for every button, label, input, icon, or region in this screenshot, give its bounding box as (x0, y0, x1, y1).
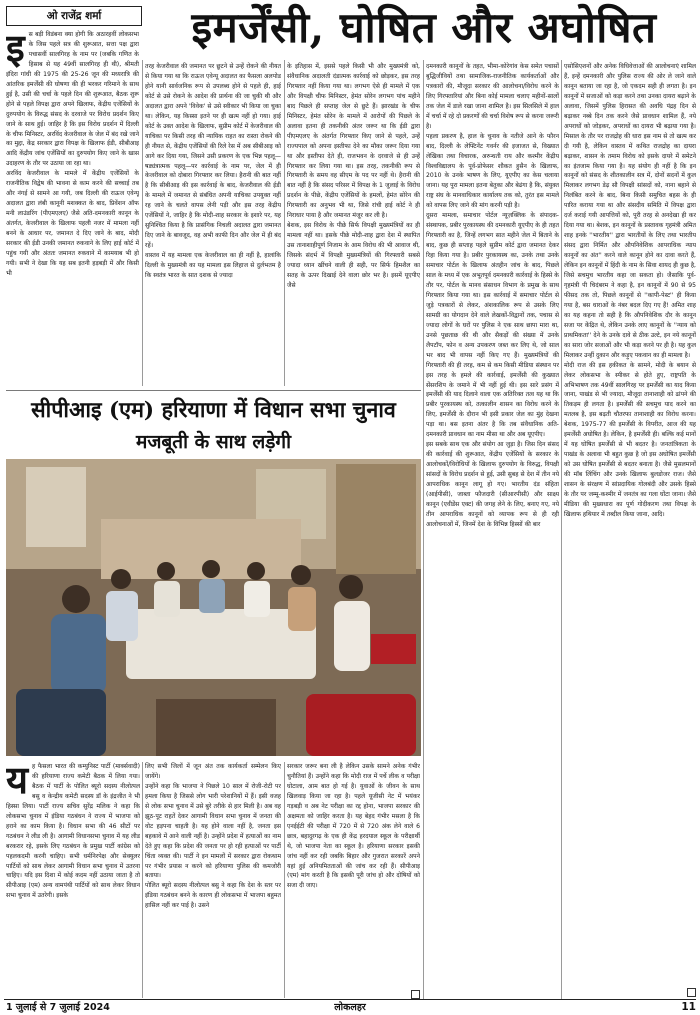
divider (423, 60, 424, 1000)
meeting-photo (6, 459, 421, 756)
col4-text: दमनकारी कानूनों के तहत, भीमा-कोरेगांव केस समेत पचासों बुद्धिजीवियों तथा सामाजिक-राजनीतिक कार्यकर्ताओं और पत्रकारों की, मौजूदा सरकार की आलोचना/विरोध करने के लिए गिरफ्तारियां और बिना कोई मामला चलाए महीनों-सालों तक जेल में डाले रखा जाना शामिल है। इस सिलसिले में हाल में चर्चा में रहे दो प्रकरणों की चर्चा विशेष रूप से करना जरूरी है। पहला प्रकरण है, हाल के चुनाव के नतीजे आने के फौरन बाद, दिल्ली के लेफ्टिनेंट गवर्नर की इजाजत से, विख्यात लेखिका तथा विचारक, अरुन्धती राय और कश्मीर केंद्रीय विश्वविद्यालय के पूर्व-प्रोफेसर शौकत हुसैन के खिलाफ, 2010 के उनके भाषण के लिए, यूएपीए का केस चलाया जाना। यह पूरा मामला इतना बेतुका और बेढंगा है कि, संयुक्त राष्ट्र संघ के मानवाधिकार कार्यालय तक को, तुरंत इस मामले को वापस लिए जाने की मांग करनी पड़ी है। दूसरा मामला, समाचार पोर्टल न्यूज़क्लिक के संपादक-संस्थापक, प्रबीर पुरकायस्थ की दमनकारी यूएपीए के ही तहत गिरफ्तारी का है, जिन्हें लगभग सात महीने जेल में बिताने के बाद, कुछ ही सप्ताह पहले सुप्रीम कोर्ट द्वारा जमानत देकर रिहा किया गया है। प्रबीर पुरकायस्थ का, उनके तथा उनके समाचार पोर्टल के खिलाफ अंतहीन जांच के बाद, पिछले साल के मध्य में एक अभूतपूर्व दमनकारी कार्रवाई के हिस्से के तौर पर, पोर्टल के मानव संसाधन विभाग के प्रमुख के साथ गिरफ्तार किया गया था। इस कार्रवाई में समाचार पोर्टल से जुड़े पत्रकारों से लेकर, अंशकालिक रूप से उसके लिए सामग्री का योगदान देने वाले लेखकों-विद्वानों तक, पचास से ज्यादा लोगों के घरों पर पुलिस ने एक साथ छापा मारा था, उनसे पूछताछ की थी और सैकड़ों की संख्या में उनके लैपटॉप, फोन व अन्य उपकरण जब्त कर लिए थे, जो साल भर बाद भी वापस नहीं किए गए हैं। मुख्यमंत्रियों की गिरफ्तारी की ही तरह, कम से कम किसी मीडिया संस्थान पर इस तरह के हमले की कार्रवाई, इमर्जेंसी की कुख्यात सेंसरशिप के जमाने में भी नहीं हुई थी। इस सारे प्रसंग में इमर्जेंसी की याद दिलाने वाला एक अतिरिक्त तत्व यह था कि प्रबीर पुरकायस्थ को, तत्कालीन शासन का विरोध करने के लिए, इमर्जेंसी के दौरान भी इसी प्रकार जेल का मुंह देखना पड़ा था। बस इतना अंतर है कि तब संवैधानिक अति-दमनकारी प्रावधान का नाम मीसा था और अब यूएपीए। इस सबके साथ एक और संयोग आ जुड़ा है। जिस दिन संसद की कार्रवाई की शुरूआत, केंद्रीय एजेंसियों के सरकार के आलोचकों/विरोधियों के खिलाफ दुरुपयोग के विरुद्ध, विपक्षी सांसदों के विरोध प्रदर्शन से हुई, उसी सुबह से देश में तीन नये आपराधिक कानून लागू हो गए। भारतीय दंड संहिता (आईपीसी), जाब्ता फौजदारी (सीआरपीसी) और साक्ष्य कानून (एवीडेंस एक्ट) की जगह लेने के लिए, बनाए गए, नये तीन आपराधिक कानूनों को व्यापक रूप से ही रही आलोचनाओं में, जिनमें देश के विभिन्न हिस्सों की बार (426, 63, 559, 528)
divider (561, 60, 562, 1000)
divider (142, 60, 143, 386)
section-divider (6, 390, 421, 391)
end-mark-icon (687, 988, 696, 997)
top-col2-text: तरह केजरीवाल की जमानत पर छूटने से उन्हें रोकने की नीयत से किया गया था कि राऊज एवेन्यू अदालत का फैसला अलपोड होने यानी सार्वजनिक रूप से उपलब्ध होने से पहले ही, हाई कोर्ट से उसे रोकने के आदेश की प्रार्थना की जा चुकी थी और अदालत द्वारा अपने 'विवेक' से उसे स्वीकार भी किया जा चुका था। लेकिन, यह किस्सा इतने पर ही खत्म नहीं हो गया। हाई कोर्ट के उक्त आदेश के खिलाफ, सुप्रीम कोर्ट में केजरीवाल की याचिका पर किसी तरह की न्यायिक राहत का रास्ता रोकने की ही नीयत से, केंद्रीय एजेंसियों की रिले रेस में अब सीबीआइ को आगे कर दिया गया, जिसने उसी प्रकरण के एक भिन्न पहलू—षड्यंत्रात्मक पहलू—पर कार्रवाई के नाम पर, जेल में ही केजरीवाल को दोबारा गिरफ्तार कर लिया। हैरानी की बात नहीं है कि सीबीआइ की इस कार्रवाई के बाद, केजरीवाल की ईडी के मामले में जमानत से संबंधित अपनी याचिका उपयुक्त नहीं रह जाने के चलते वापस लेनी पड़ी और इस तरह केंद्रीय एजेंसियों ने, जाहिर है कि मोदी-शाह सरकार के इशारे पर, यह सुनिश्चित किया है कि प्रासंगिक निचली अदालत द्वारा जमानत दिए जाने के बावजूद, वह अभी काफी दिन और जेल में ही बंद रहें। वास्तव में यह मामला एक केजरीवाल का ही नहीं है, हालांकि दिल्ली के मुख्यमंत्री का यह मामला इस लिहाज से दुर्लभतम है कि स्वतंत्र भारत के सात दशक से ज्यादा (145, 63, 281, 280)
col5-text: एसोसिएशनों और अनेक विधिवेत्ताओं की आलोचनाएं शामिल हैं, इन्हें दमनकारी और पुलिस राज्य की ओर ले जाने वाले कानून बताया जा रहा है, जो एकदम सही ही लगता है। इन कानूनों में सजाओं को कड़ा करने तथा उनका दायरा बढ़ाने के अलावा, जिसमें पुलिस हिरासत की अवधि पंद्रह दिन से बढ़ाकर नब्बे दिन तक करने जैसे प्रावधान शामिल हैं, नये अपराधों को जोड़कर, अपराधों का दायरा भी बढ़ाया गया है। मिसाल के तौर पर राजद्रोह की धारा इस नाम से तो खत्म कर दी गयी है, लेकिन वास्तव में कथित राजद्रोह का दायरा बढ़ाकर, शासन के तमाम विरोध को इसके दायरे में समेटने का इंतजाम किया गया है। यह संयोग ही नहीं है कि इन कानूनों को संसद के शीतकालीन सत्र में, दोनों सदनों में कुल मिलाकर लगभग डेढ़ सौ विपक्षी सांसदों को, नाना बहाने से निलंबित करने के बाद, बिना किसी समुचित बहस के ही पारित कराया गया था और संसदीय समिति में विपक्ष द्वारा दर्ज कराई गयी आपत्तियों को, पूरी तरह से अनदेखा ही कर दिया गया था। बेशक, इन कानूनों के प्रस्तावक गृहमंत्री अमित शाह इनके ''भारतीय'' द्वारा भारतीयों के लिए तथा भारतीय संसद द्वारा निर्मित और औपनिवेशिक आपराधिक न्याय कानूनों का अंत'' करने वाले कानून होने का दावा करते हैं, लेकिन इन कानूनों में हिंदी के नाम के सिवा शायद ही कुछ है, जिसे सचमुच भारतीय कहा जा सकता हो। जैसाकि पूर्व-गृहमंत्री पी चिदंबरम ने कहा है, इन कानूनों में 90 से 95 फीसद तक तो, पिछले कानूनों से ''कापी-पेस्ट'' ही किया गया है, बस धाराओं के नंबर बदल दिए गए हैं! अमित शाह का यह कहना तो सही है कि औपनिवेशिक दौर के कानून सजा पर केंद्रित थे, लेकिन उनके लाए कानूनों के ''न्याय को प्राथमिकता'' देने के उनके दावे से ठीक उल्टे, इन नये कानूनों का सारा जोर सजाओं और भी कड़ा करने पर ही है। यह कुल मिलाकर उन्हीं दुकान और कड़ुए पकवान का ही मामला है। मोदी राज की इस हकीकत के सामने, मोदी के बयान से लेकर लोकसभा के स्पीकर से होते हुए, राष्ट्रपति के अभिभाषण तक 49वीं सालगिरह पर इमर्जेंसी का याद किया जाना, पाखंड से भी ज्यादा, मौजूदा तानाशाही को ढांपने की तिकड़म ही लगता है। इमर्जेंसी की सचमुच याद करने का मतलब है, इस बढ़ती चौतरफा तानाशाही का विरोध करना। बेशक, 1975-77 की इमर्जेंसी के विपरीत, आज की यह इमर्जेंसी अघोषित है। लेकिन, है इमर्जेंसी ही। बल्कि कई मानों में यह घोषित इमर्जेंसी से भी बदतर है। जनतांत्रिकता के पाखंड के अलावा भी बहुत कुछ है जो इस अघोषित इमर्जेंसी को उस घोषित इमर्जेंसी से बदतर बनाता है। जैसे मुसलमानों की मॉब लिंचिंग और उनके खिलाफ बुलडोजर राज। जैसे शासन के संरक्षण में सांप्रदायिक गोलबंदी और उसके हिस्से के तौर पर जम्मू-कश्मीर में जनतंत्र का गला घोंटा जाना। जैसे मीडिया की मुख्यधारा का पूर्ण गोदीकरण तथा विपक्ष के खिलाफ हथियार में तब्दील किया जाना, आदि। (564, 63, 696, 518)
cpi-col2-text: लिए सभी जिलों में जून अंत तक कार्यकर्ता सम्मेलन किए जायेंगे। उन्होंने कहा कि भाजपा ने पिछले 10 साल में रोजी-रोटी पर हमला किया है जिससे लोग भारी परेशानियों में हैं। इसी वजह से लोक सभा चुनाव में उसे बुरे तरीके से हार मिली है। अब वह झूठ-पूट राहतें देकर आगामी विधान सभा चुनाव में जनता की वोट हड़पना चाहती है। यह होने वाला नहीं है, जनता इस बहकावे में आने वाली नहीं है। उन्होंने प्रदेश में हत्याओं का नाम देते हुए कहा कि प्रदेश की जनता पर हो रही हत्याओं पर पार्टी चिंता व्यक्त की। पार्टी ने इन मामलों में सरकार द्वारा रोकथाम पर गंभीर प्रयास न करने को हरियाणा पुलिस की कमजोरी बताया। पोलित ब्यूरो सदस्य नीलोत्पल बसु ने कहा कि देश के स्तर पर इंडिया गठबंधन बनने के कारण ही लोकसभा में भाजपा बहुमत हासिल नहीं कर पाई है। उसने (145, 763, 281, 910)
cpi-headline-line-2: मजबूती के साथ लड़ेगी (135, 431, 292, 453)
cpi-col1-text: ह फैसला भारत की कम्युनिस्ट पार्टी (मार्क्सवादी) की हरियाणा राज्य कमेटी बैठक में लिया गया। बैठक में पार्टी के पोलित ब्यूरो सदस्य नीलोत्पल बसु व केन्द्रीय कमेटी सदस्य डॉ के इंद्रजीत ने भी हिस्सा लिया। पार्टी राज्य सचिव सुरेंद्र मलिक ने कहा कि लोकसभा चुनाव में इंडिया गठबंधन ने राज्य में भाजपा को हराने का काम किया है। विधान सभा की 46 सीटों पर गठबंधन ने लीड ली है। आगामी विधानसभा चुनाव में यह लीड बरकरार रहे, इसके लिए गठबंधन के प्रमुख पार्टी कांग्रेस को पहलकदमी करनी चाहिए। सभी धर्मनिरपेक्ष और सेक्युलर पार्टियों को साथ लेकर आगामी विधान सभा चुनाव में उतरना चाहिए। यदि इस दिशा में कोई कदम नहीं उठाया जाता है तो सीपीआइ (एम) अन्य वामपंथी पार्टियों को साथ लेकर विधान सभा चुनाव में उतरेगी। इसके (6, 763, 140, 900)
cpi-article-col-2 (145, 762, 281, 998)
meeting-scene-image (6, 459, 421, 756)
author-byline (6, 6, 142, 26)
footer-rule (4, 999, 696, 1000)
cpi-article-col-1 (6, 762, 140, 998)
top-article-col-2 (145, 62, 281, 386)
top-col3-text: के इतिहास में, इससे पहले किसी भी और मुख्यमंत्री को, संवैधानिक अदालती दंडात्मक कार्रवाई को छोड़कर, इस तरह गिरफ्तार नहीं किया गया था। लगभग ऐसे ही मामले में एक और विपक्षी चीफ मिनिस्टर, हेमंत सोरेन लगभग पांच महीने बाद पिछले ही सप्ताह जेल से छूटे हैं। झारखंड के चीफ मिनिस्टर, हेमंत सोरेन के मामले में आरोपों की पिछले के अलावा इतना ही तकनीकी अंतर जरूर था कि ईडी द्वारा पीएमएलए के अंतर्गत गिरफ्तार किए जाने से पहले, उन्हें राज्यपाल को अपना इस्तीफा देने का मौका जरूर दिया गया था और इस्तीफा देते ही, राजभवन के दरवाजे से ही उन्हें गिरफ्तार कर लिया गया था। इस तरह, तकनीकी रूप से गिरफ्तारी के समय वह सीएम के पद पर नहीं थे। हैरानी की बात नहीं है कि संसद परिसर में विपक्ष के 1 जुलाई के विरोध प्रदर्शन के पीछे, केंद्रीय एजेंसियों के हमलों, हेमंत सोरेन की गिरफ्तारी का अनुभव भी था, जिसे रांची हाई कोर्ट ने ही निराधार पाया है और जमानत मंजूर कर ली है। बेशक, इस विरोध के पीछे सिर्फ विपक्षी मुख्यमंत्रियों का ही मामला नहीं था। इसके पीछे मोदी-शाह द्वारा देश में स्थापित उस तानाशाहीपूर्ण निजाम के आम विरोध की भी आवाज थी, जिसके संदर्भ में विपक्षी मुख्यमंत्रियों की गिरफ्तारी सबसे ज्यादा ध्यान खींचने वाली ही सही, पर सिर्फ हिमशैल का सतह के ऊपर दिखाई देने वाला छोर भर है। इसमें यूएपीए जैसे (287, 63, 420, 289)
author-name: ओ राजेंद्र शर्मा (46, 10, 102, 22)
article-col-4 (426, 62, 559, 996)
footer-date: 1 जुलाई से 7 जुलाई 2024 (6, 1002, 110, 1013)
top-article-col-3 (287, 62, 420, 386)
footer-paper-name: लोकलहर (334, 1002, 366, 1013)
cpi-col3-text: सरकार जरूर बना ली है लेकिन उसके सामने अनेक गंभीर चुनौतियां हैं। उन्होंने कहा कि मोदी राज में पर्चे लीक व परीक्षा घोटाला, आम बात हो गई है। युवाओं के जीवन के साथ खिलवाड़ किया जा रहा है। पहले यूजीसी नेट में भयंकर गड़बड़ी व अब नेट परीक्षा का रद्द होना, भाजपा सरकार की अक्षमता को जाहिर करता है। यह बेहद गंभीर मसला है कि एनईईटी की परीक्षा में 720 में से 720 अंक लेने वाले 6 छात्र, बहादुरगढ़ के एक ही केंद्र हरदयाल स्कूल के परीक्षार्थी थे, जो भाजपा नेता का स्कूल है। हरियाणा सरकार इसकी जांच नहीं कर रही जबकि बिहार और गुजरात सरकारें अपने यहां हुई अनियमितताओं की जांच कर रही हैं। सीपीआइ (एम) मांग करती है कि इसकी पूरी जांच हो और दोषियों को सजा दी जाए। (287, 763, 420, 890)
divider (142, 762, 143, 998)
top-col1-text: स बड़ी विडंबना क्या होगी कि अठारहवीं लोकसभा के जिस पहले सत्र की शुरूआत, सत्ता पक्ष द्वारा पचासवीं सालगिरह के नाम पर (जबकि गणित के हिसाब से यह 49वीं सालगिरह ही थी), श्रीमती इंदिरा गांधी की 1975 की 25-26 जून की मध्यरात्रि की आंतरिक इमर्जेंसी की घोषणा की ही भरकर गरिमाने के साथ हुई है, उसी की चर्चा के पहले दिन की शुरूआत, बैठक शुरू होने से पहले विपक्ष द्वारा अपने खिलाफ, केंद्रीय एजेंसियों के दुरुपयोग के विरुद्ध संसद के दरवाजे पर विरोध प्रदर्शन किए जाने के साथ हुई। जाहिर है कि इस विरोध प्रदर्शन में दिल्ली के चीफ मिनिस्टर, अरविंद केजरीवाल के जेल में बंद रखे जाने का मुद्दा, केंद्र सरकार द्वारा विपक्ष के खिलाफ ईडी, सीबीआइ आदि केंद्रीय जांच एजेंसियों का दुरुपयोग किए जाने के खास उदाहरण के तौर पर उठाया जा रहा था। अरविंद केजरीवाल के मामले में केंद्रीय एजेंसियों के राजनीतिक विद्वेष की भावना से काम करने की सच्चाई तब और नंगई से सामने आ गयी, जब दिल्ली की राऊज एवेन्यू अदालत द्वारा लंबी कानूनी मशक्कत के बाद, प्रिवेंशन ऑफ मनी लाउंडरिंग (पीएमएलए) जैसे अति-दमनकारी कानून के अंतर्गत, केजरीवाल के खिलाफ पहली नजर में मामला नहीं बनने के आधार पर, जमानत दे दिए जाने के बाद, मोदी सरकार की ईडी उनकी जमानत रुकवाने के लिए हाई कोर्ट में पहुंच गयी और अंततः जमानत रुकवाने में कामयाब भी हो गयी। सभी ने देखा कि यह सब इतनी हड़बड़ी में और किसी भी (6, 31, 139, 277)
article-col-5 (564, 62, 696, 988)
main-headline: इमर्जेंसी, घोषित और अघोषित (191, 3, 657, 52)
end-mark-icon (411, 990, 420, 999)
top-article-col-1 (6, 30, 139, 385)
divider (284, 60, 285, 386)
cpi-dropcap: य (6, 762, 29, 802)
cpi-article-col-3 (287, 762, 420, 988)
divider (284, 762, 285, 998)
cpi-headline-line-1: सीपीआइ (एम) हरियाणा में विधान सभा चुनाव (31, 398, 396, 423)
top-dropcap: इ (6, 30, 25, 70)
footer-page-number: 11 (681, 1001, 696, 1013)
